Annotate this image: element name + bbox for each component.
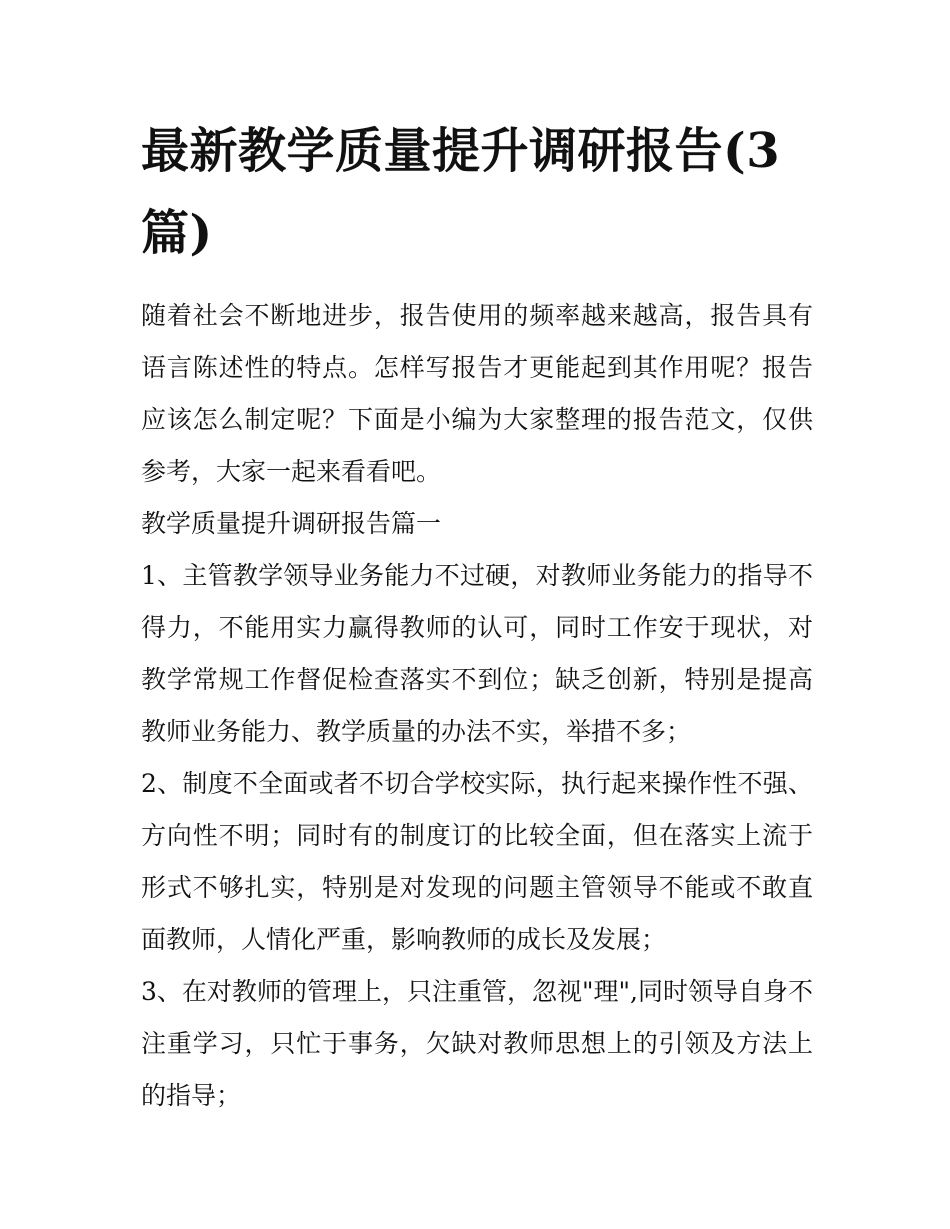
document-title: 最新教学质量提升调研报告(3篇) bbox=[141, 123, 781, 261]
document-body bbox=[141, 110, 813, 1122]
list-item: 3、在对教师的管理上，只注重管，忽视"理",同时领导自身不注重学习，只忙于事务，欠缺对教师思想上的引领及方法上的指导； bbox=[141, 977, 813, 1110]
section-heading: 教学质量提升调研报告篇一 bbox=[141, 509, 442, 538]
intro-paragraph: 随着社会不断地进步，报告使用的频率越来越高，报告具有语言陈述性的特点。怎样写报告才更能起到其作用呢？报告应该怎么制定呢？下面是小编为大家整理的报告范文，仅供参考，大家一起来看看吧。 bbox=[141, 301, 813, 486]
list-item: 1、主管教学领导业务能力不过硬，对教师业务能力的指导不得力，不能用实力赢得教师的认可，同时工作安于现状，对教学常规工作督促检查落实不到位；缺乏创新，特别是提高教师业务能力、教学质量的办法不实，举措不多； bbox=[141, 561, 813, 746]
list-item: 2、制度不全面或者不切合学校实际，执行起来操作性不强、方向性不明；同时有的制度订的比较全面，但在落实上流于形式不够扎实，特别是对发现的问题主管领导不能或不敢直面教师，人情化严重，影响教师的成长及发展； bbox=[141, 769, 813, 954]
